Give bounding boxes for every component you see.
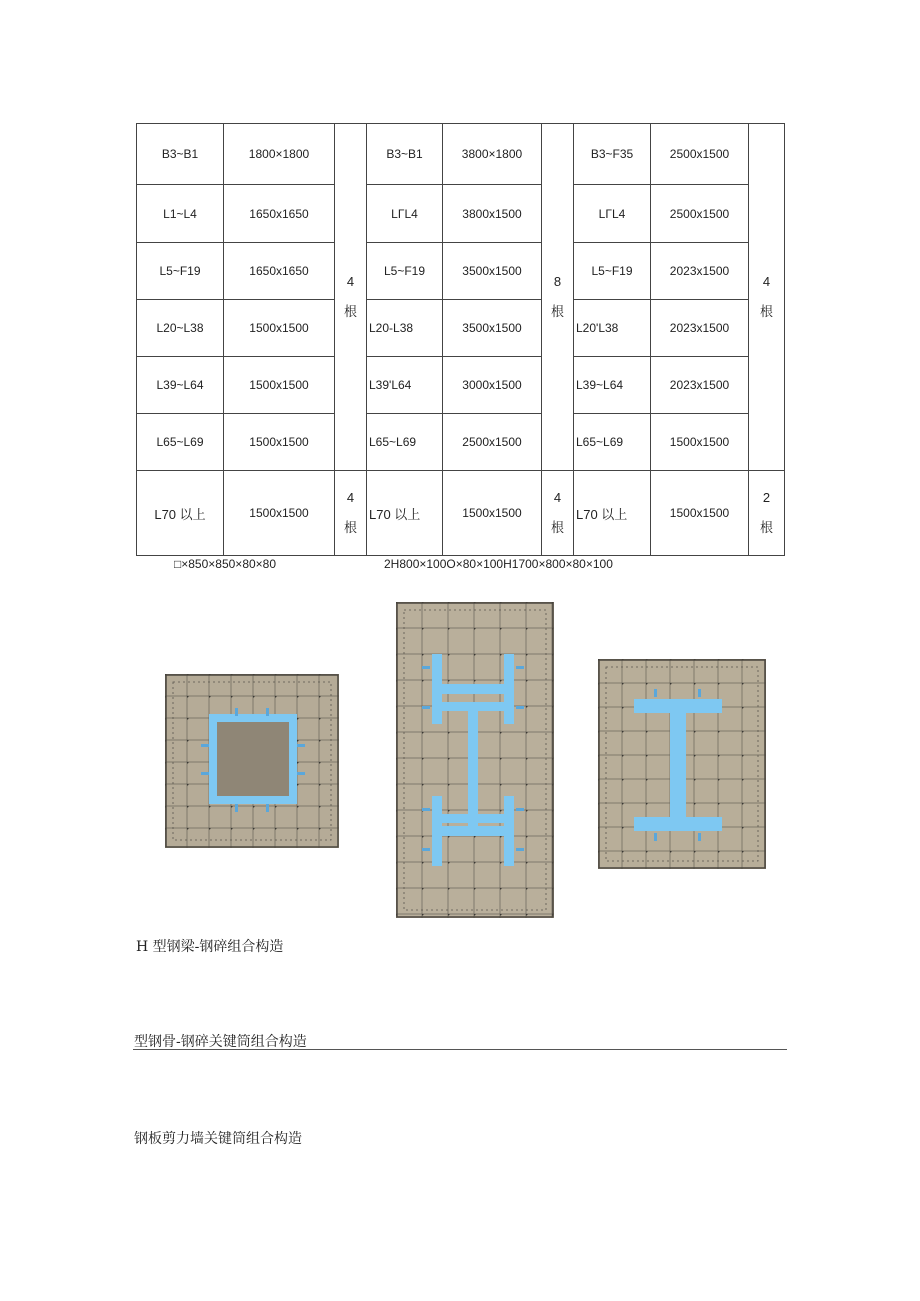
floor-cell: L5~F19: [574, 243, 651, 300]
floor-cell: L39~L64: [574, 357, 651, 414]
floor-cell: L20'L38: [574, 300, 651, 357]
count-cell: 2 根: [749, 471, 785, 556]
floor-cell: L70 以上: [137, 471, 224, 556]
size-cell: 2023x1500: [651, 357, 749, 414]
table-row: [137, 300, 785, 357]
size-cell: 3500x1500: [443, 300, 542, 357]
steel-plate-wall-caption: 钢板剪力墙关键筒组合构造: [134, 1131, 302, 1147]
count-cell: 4 根: [749, 124, 785, 471]
size-cell: 1500x1500: [443, 471, 542, 556]
size-cell: 3800×1800: [443, 124, 542, 185]
steel-skeleton-core-caption: 型钢骨-钢碎关键筒组合构造: [134, 1034, 307, 1050]
box-core: [213, 718, 293, 800]
table-row: [137, 185, 785, 243]
size-cell: 2500x1500: [651, 185, 749, 243]
floor-cell: L39'L64: [367, 357, 443, 414]
floor-cell: L65~L69: [367, 414, 443, 471]
size-cell: 1650x1650: [224, 185, 335, 243]
floor-cell: L20~L38: [137, 300, 224, 357]
size-cell: 2023x1500: [651, 243, 749, 300]
floor-cell: L65~L69: [137, 414, 224, 471]
size-cell: 3500x1500: [443, 243, 542, 300]
size-cell: 1500x1500: [651, 471, 749, 556]
box-section-figure: [165, 674, 339, 848]
divider-line: [133, 1049, 787, 1050]
floor-cell: L1~L4: [137, 185, 224, 243]
size-cell: 1500x1500: [224, 414, 335, 471]
floor-cell: LΓL4: [367, 185, 443, 243]
floor-cell: B3~B1: [137, 124, 224, 185]
floor-cell: L65~L69: [574, 414, 651, 471]
h-section-caption: 2H800×100O×80×100H1700×800×80×100: [384, 557, 613, 571]
size-cell: 3800x1500: [443, 185, 542, 243]
double-h-section-figure: [396, 602, 554, 918]
h-beam-composite-caption: H 型钢梁-钢碎组合构造: [136, 939, 284, 955]
floor-cell: L5~F19: [137, 243, 224, 300]
size-cell: 1500x1500: [651, 414, 749, 471]
floor-cell: L70 以上: [574, 471, 651, 556]
size-cell: 2023x1500: [651, 300, 749, 357]
table-row: [137, 243, 785, 300]
count-cell: 4 根: [542, 471, 574, 556]
floor-cell: L5~F19: [367, 243, 443, 300]
table-row: [137, 471, 785, 556]
size-cell: 1650x1650: [224, 243, 335, 300]
size-cell: 3000x1500: [443, 357, 542, 414]
floor-cell: L39~L64: [137, 357, 224, 414]
floor-cell: L70 以上: [367, 471, 443, 556]
count-cell: 8 根: [542, 124, 574, 471]
count-cell: 4 根: [335, 124, 367, 471]
table-row: [137, 414, 785, 471]
size-cell: 1500x1500: [224, 300, 335, 357]
column-section-table: [136, 123, 785, 556]
table-row: [137, 124, 785, 185]
size-cell: 1500x1500: [224, 471, 335, 556]
size-cell: 1500x1500: [224, 357, 335, 414]
size-cell: 2500x1500: [443, 414, 542, 471]
floor-cell: B3~F35: [574, 124, 651, 185]
box-section-caption: □×850×850×80×80: [174, 557, 277, 571]
floor-cell: B3~B1: [367, 124, 443, 185]
count-cell: 4 根: [335, 471, 367, 556]
table-row: [137, 357, 785, 414]
i-section-figure: [598, 659, 766, 869]
floor-cell: LΓL4: [574, 185, 651, 243]
size-cell: 1800×1800: [224, 124, 335, 185]
size-cell: 2500x1500: [651, 124, 749, 185]
floor-cell: L20-L38: [367, 300, 443, 357]
